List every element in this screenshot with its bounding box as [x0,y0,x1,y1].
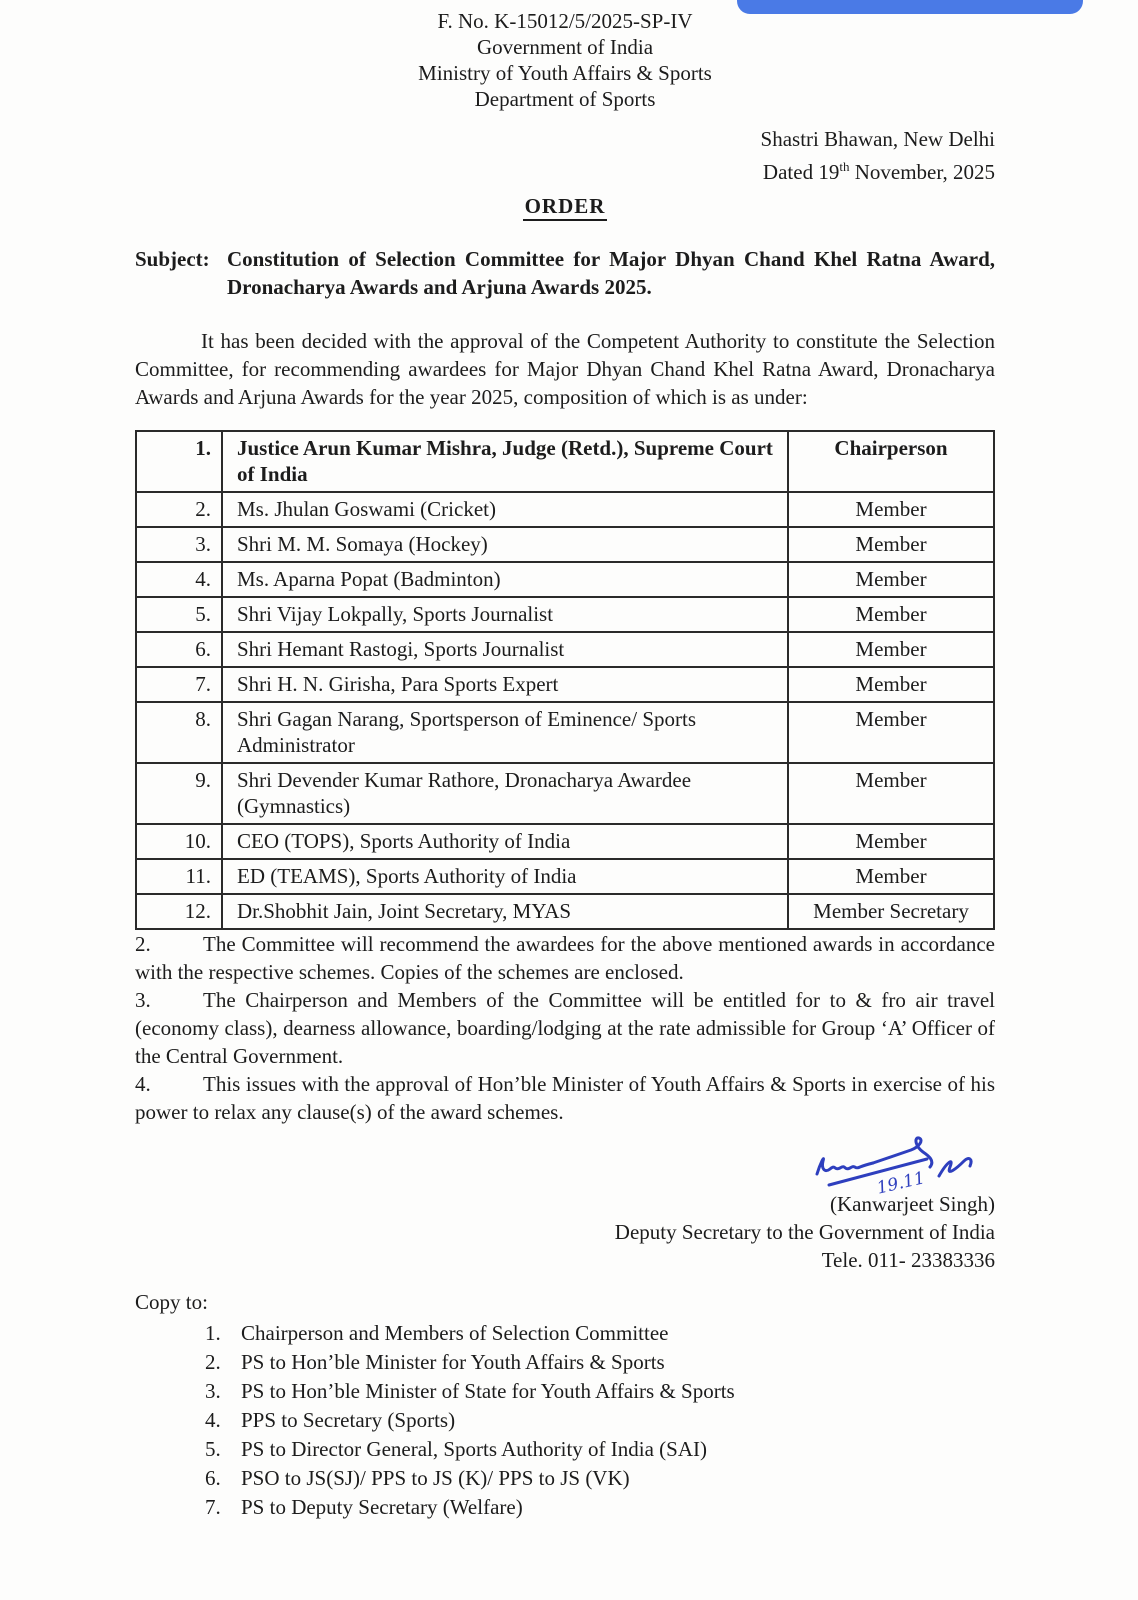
org-line-1: Government of India [476,35,654,59]
paragraph-4-text: This issues with the approval of Hon’ble Minister of Youth Affairs & Sports in exercise of his power to relax any clause(s) of the award schemes. [135,1072,995,1124]
paragraph-2 [135,930,995,986]
letterhead [135,8,995,112]
member-role: Member [788,824,994,859]
row-number: 6. [136,632,222,667]
row-number: 4. [136,562,222,597]
order-title [135,194,995,219]
paragraph-2-text: The Committee will recommend the awardees for the above mentioned awards in accordance with the respective schemes. Copies of the schemes are enclosed. [135,932,995,984]
org-line-3: Department of Sports [474,87,656,111]
copy-to-item: PS to Director General, Sports Authority of India (SAI) [241,1437,708,1461]
subject-text: Constitution of Selection Committee for Major Dhyan Chand Khel Ratna Award, Dronacharya Awards and Arjuna Awards 2025. [227,247,995,299]
intro-paragraph-text: It has been decided with the approval of the Competent Authority to constitute the Selection Committee, for recommending awardees for Major Dhyan Chand Khel Ratna Award, Dronacharya Awards and Arjuna Awards for the year 2025, composition of which is as under: [135,329,995,409]
member-name: ED (TEAMS), Sports Authority of India [222,859,788,894]
signatory-name: (Kanwarjeet Singh) [829,1192,995,1216]
order-title-text: ORDER [523,194,608,221]
row-number: 3. [136,527,222,562]
signature-block [135,1128,995,1274]
paragraph-3-number: 3. [135,988,151,1012]
row-number: 2. [136,492,222,527]
member-name: Justice Arun Kumar Mishra, Judge (Retd.), Supreme Court of India [222,431,788,492]
copy-to-item: PS to Deputy Secretary (Welfare) [241,1495,523,1519]
signatory-phone: Tele. 011- 23383336 [821,1248,995,1272]
table-row [136,492,994,527]
member-role: Member Secretary [788,894,994,929]
table-row [136,632,994,667]
copy-to-item: PS to Hon’ble Minister of State for Youth Affairs & Sports [241,1379,735,1403]
copy-to-item: PS to Hon’ble Minister for Youth Affairs & Sports [241,1350,665,1374]
copy-to-item: Chairperson and Members of Selection Committee [241,1321,669,1345]
member-role: Member [788,632,994,667]
member-name: Shri Vijay Lokpally, Sports Journalist [222,597,788,632]
date-prefix: Dated 19 [762,160,840,184]
member-role: Chairperson [788,431,994,492]
table-row [136,702,994,763]
member-role: Member [788,667,994,702]
copy-to-item: PSO to JS(SJ)/ PPS to JS (K)/ PPS to JS (VK) [241,1466,630,1490]
row-number: 12. [136,894,222,929]
copy-to-item: PPS to Secretary (Sports) [241,1408,456,1432]
subject-label: Subject: [135,247,210,271]
member-role: Member [788,527,994,562]
org-line-2: Ministry of Youth Affairs & Sports [418,61,712,85]
table-row [136,562,994,597]
member-name: Shri Hemant Rastogi, Sports Journalist [222,632,788,667]
member-name: Shri Gagan Narang, Sportsperson of Eminence/ Sports Administrator [222,702,788,763]
member-name: Ms. Aparna Popat (Badminton) [222,562,788,597]
member-name: Shri H. N. Girisha, Para Sports Expert [222,667,788,702]
place-line: Shastri Bhawan, New Delhi [760,127,995,151]
file-number: F. No. K-15012/5/2025-SP-IV [437,9,693,33]
signatory-designation: Deputy Secretary to the Government of India [614,1220,995,1244]
member-name: Shri Devender Kumar Rathore, Dronacharya Awardee (Gymnastics) [222,763,788,824]
date-ordinal: th [839,159,850,174]
copy-to-label: Copy to: [135,1290,208,1314]
table-row [136,894,994,929]
table-row [136,597,994,632]
paragraph-3-text: The Chairperson and Members of the Committee will be entitled for to & fro air travel (economy class), dearness allowance, boarding/lodging at the rate admissible for Group ‘A’ Officer of the Central Government. [135,988,995,1068]
member-role: Member [788,562,994,597]
copy-to-list [135,1319,995,1522]
member-name: Ms. Jhulan Goswami (Cricket) [222,492,788,527]
paragraph-4-number: 4. [135,1072,151,1096]
table-row [136,431,994,492]
paragraph-2-number: 2. [135,932,151,956]
paragraph-3 [135,986,995,1070]
member-role: Member [788,597,994,632]
table-row [136,763,994,824]
table-row [136,859,994,894]
row-number: 7. [136,667,222,702]
row-number: 11. [136,859,222,894]
member-role: Member [788,763,994,824]
row-number: 1. [136,431,222,492]
member-name: Dr.Shobhit Jain, Joint Secretary, MYAS [222,894,788,929]
date-suffix: November, 2025 [849,160,995,184]
row-number: 8. [136,702,222,763]
row-number: 10. [136,824,222,859]
member-role: Member [788,702,994,763]
row-number: 5. [136,597,222,632]
row-number: 9. [136,763,222,824]
table-row [136,667,994,702]
member-role: Member [788,859,994,894]
committee-table [135,430,995,930]
member-name: Shri M. M. Somaya (Hockey) [222,527,788,562]
subject-block [135,245,995,301]
member-name: CEO (TOPS), Sports Authority of India [222,824,788,859]
intro-paragraph [135,327,995,411]
copy-to-block [135,1288,995,1522]
paragraph-4 [135,1070,995,1126]
member-role: Member [788,492,994,527]
date-line [135,153,995,186]
signature-date-note: 19.11 [874,1168,927,1199]
place-date-block [135,126,995,186]
table-row [136,527,994,562]
table-row [136,824,994,859]
